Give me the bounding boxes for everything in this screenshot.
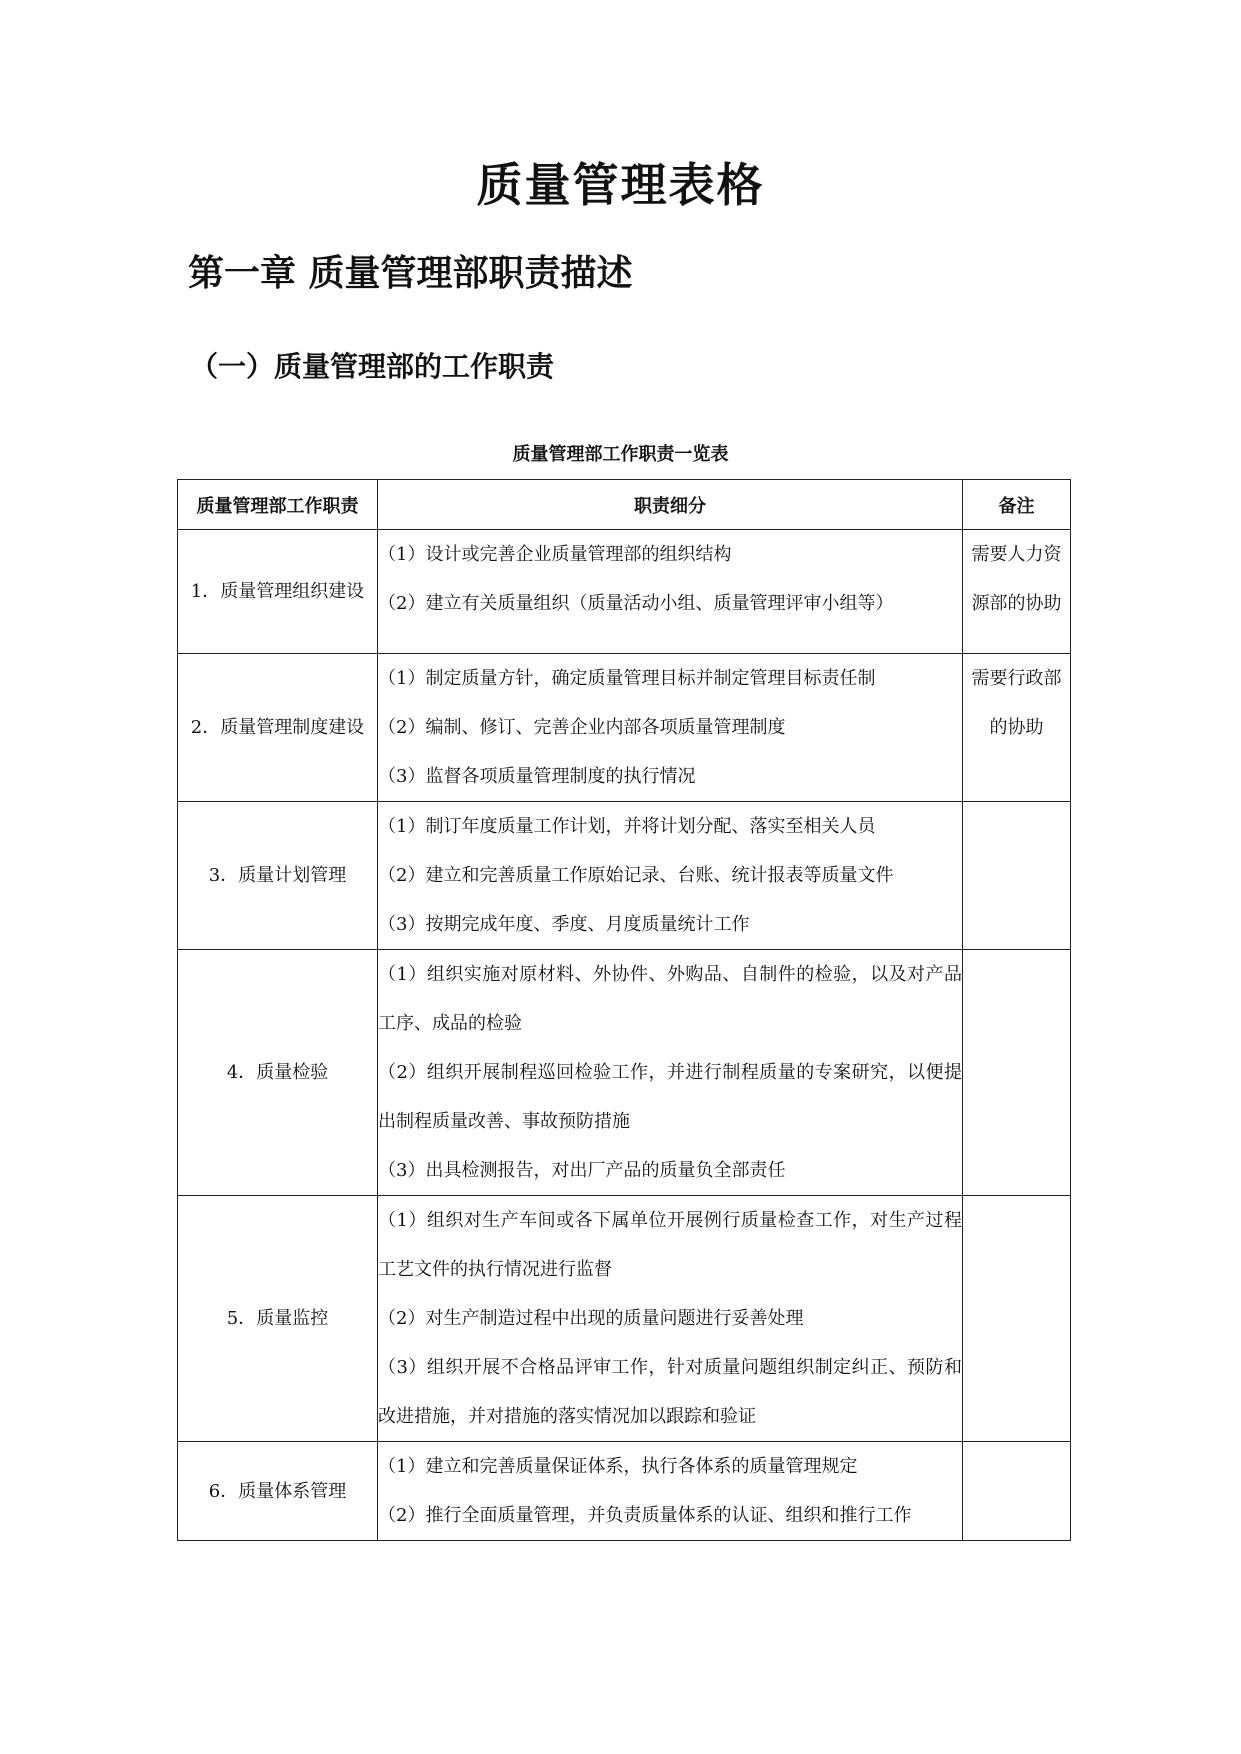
header-duty: 质量管理部工作职责 xyxy=(178,480,378,530)
detail-line: （2）推行全面质量管理，并负责质量体系的认证、组织和推行工作 xyxy=(378,1505,912,1526)
detail-line: （1）制定质量方针，确定质量管理目标并制定管理目标责任制 xyxy=(378,668,876,689)
detail-line: （2）对生产制造过程中出现的质量问题进行妥善处理 xyxy=(378,1308,804,1329)
duty-cell: 2．质量管理制度建设 xyxy=(178,654,378,802)
duty-cell: 6．质量体系管理 xyxy=(178,1442,378,1541)
detail-cell xyxy=(378,654,963,802)
detail-cell xyxy=(378,530,963,654)
detail-cell xyxy=(378,1196,963,1442)
chapter-heading: 第一章 质量管理部职责描述 xyxy=(188,252,633,294)
detail-line: （2）编制、修订、完善企业内部各项质量管理制度 xyxy=(378,717,786,738)
header-details: 职责细分 xyxy=(378,480,963,530)
table-row xyxy=(178,802,1071,950)
note-cell: 需要行政部的协助 xyxy=(963,654,1071,802)
section-heading: （一）质量管理部的工作职责 xyxy=(190,350,555,383)
detail-line: （3）监督各项质量管理制度的执行情况 xyxy=(378,766,696,787)
note-cell xyxy=(963,950,1071,1196)
table-row xyxy=(178,654,1071,802)
table-header-row xyxy=(178,480,1071,530)
duty-table xyxy=(177,479,1071,1541)
table-row xyxy=(178,1442,1071,1541)
document-title: 质量管理表格 xyxy=(476,158,765,212)
detail-line: （1）制订年度质量工作计划，并将计划分配、落实至相关人员 xyxy=(378,816,876,837)
table-row xyxy=(178,950,1071,1196)
duty-cell: 3．质量计划管理 xyxy=(178,802,378,950)
note-cell xyxy=(963,802,1071,950)
detail-line: （1）组织实施对原材料、外协件、外购品、自制件的检验，以及对产品工序、成品的检验 xyxy=(378,964,962,1034)
detail-line: （3）组织开展不合格品评审工作，针对质量问题组织制定纠正、预防和改进措施，并对措施的落实情况加以跟踪和验证 xyxy=(378,1357,962,1427)
table-caption: 质量管理部工作职责一览表 xyxy=(512,444,729,465)
detail-cell xyxy=(378,1442,963,1541)
note-cell xyxy=(963,1196,1071,1442)
note-cell: 需要人力资源部的协助 xyxy=(963,530,1071,654)
header-note: 备注 xyxy=(963,480,1071,530)
detail-cell xyxy=(378,802,963,950)
table-row xyxy=(178,1196,1071,1442)
table-row xyxy=(178,530,1071,654)
note-cell xyxy=(963,1442,1071,1541)
detail-line: （2）组织开展制程巡回检验工作，并进行制程质量的专案研究，以便提出制程质量改善、事故预防措施 xyxy=(378,1062,962,1132)
detail-line: （1）设计或完善企业质量管理部的组织结构 xyxy=(378,544,732,565)
detail-line: （3）出具检测报告，对出厂产品的质量负全部责任 xyxy=(378,1160,786,1181)
detail-cell xyxy=(378,950,963,1196)
detail-line: （2）建立有关质量组织（质量活动小组、质量管理评审小组等） xyxy=(378,593,894,614)
detail-line: （3）按期完成年度、季度、月度质量统计工作 xyxy=(378,914,750,935)
duty-cell: 1．质量管理组织建设 xyxy=(178,530,378,654)
duty-cell: 4．质量检验 xyxy=(178,950,378,1196)
detail-line: （1）建立和完善质量保证体系，执行各体系的质量管理规定 xyxy=(378,1456,858,1477)
duty-cell: 5．质量监控 xyxy=(178,1196,378,1442)
detail-line: （1）组织对生产车间或各下属单位开展例行质量检查工作，对生产过程工艺文件的执行情况进行监督 xyxy=(378,1210,962,1280)
detail-line: （2）建立和完善质量工作原始记录、台账、统计报表等质量文件 xyxy=(378,865,894,886)
